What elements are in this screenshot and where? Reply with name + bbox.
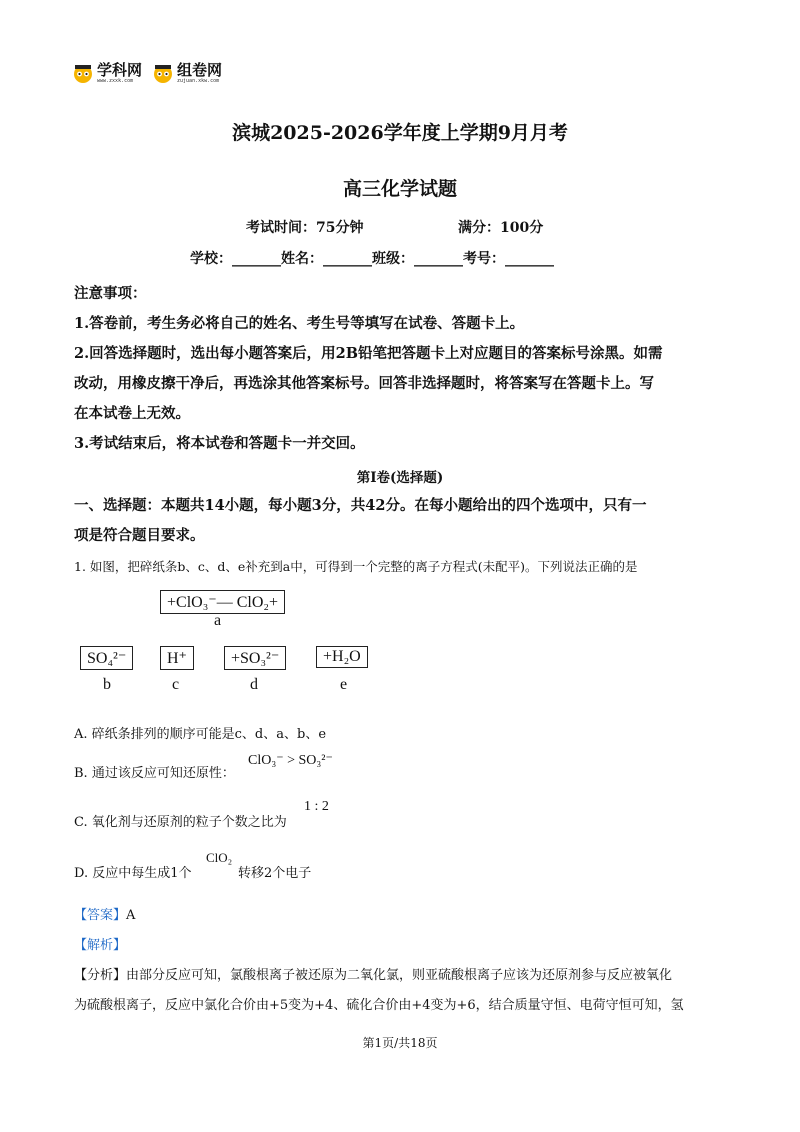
note-1: 1.答卷前，考生务必将自己的姓名、考生号等填写在试卷、答题卡上。 (74, 315, 525, 332)
exam-subject: 高三化学试题 (342, 178, 457, 200)
exam-title: 滨城2025-2026学年度上学期9月月考 (232, 122, 568, 144)
answer-tag: 【答案】 (74, 908, 127, 923)
answer-line (74, 904, 135, 923)
option-d-formula: ClO₂ (206, 850, 233, 865)
option-c: C. 氧化剂与还原剂的粒子个数之比为 (74, 815, 287, 830)
paper-strip-b: SO₄²⁻ (80, 646, 133, 670)
part-title: 第I卷(选择题) (356, 470, 444, 486)
strip-label-c: c (172, 676, 180, 693)
fenxi-text-1: 由部分反应可知，氯酸根离子被还原为二氧化氯，则亚硫酸根离子应该为还原剂参与反应被氧化 (126, 968, 673, 983)
paper-strip-d: +SO₃²⁻ (224, 646, 286, 670)
logo-url: www.zxxk.com (97, 77, 134, 84)
option-b: B. 通过该反应可知还原性： (74, 766, 235, 781)
strip-label-e: e (340, 676, 348, 693)
analysis-tag: 【解析】 (74, 938, 127, 953)
fenxi-tag: 【分析】 (74, 968, 127, 983)
strip-label-b: b (103, 676, 111, 693)
zxxk-logo (72, 62, 142, 84)
paper-strip-a: +ClO₃⁻— ClO₂+ (160, 590, 285, 614)
question-1-stem: 1. 如图，把碎纸条b、c、d、e补充到a中，可得到一个完整的离子方程式(未配平)。下列说法正确的是 (74, 559, 638, 574)
option-d-suffix: 转移2个电子 (238, 866, 312, 881)
logo-url: zujuan.xkw.com (177, 77, 220, 84)
strip-label-d: d (250, 676, 258, 693)
exam-time: 考试时间：75分钟 (246, 220, 364, 236)
option-a: A. 碎纸条排列的顺序可能是c、d、a、b、e (74, 727, 327, 742)
strip-label-a: a (214, 612, 222, 629)
note-3: 3.考试结束后，将本试卷和答题卡一并交回。 (74, 435, 365, 452)
logo-bar (72, 62, 222, 84)
paper-strip-e: +H₂O (316, 646, 368, 668)
logo-name: 学科网 (97, 60, 143, 79)
note-2-line-3: 在本试卷上无效。 (74, 405, 190, 422)
owl-face-icon (152, 62, 174, 84)
exam-score: 满分：100分 (458, 220, 544, 236)
owl-face-icon (72, 62, 94, 84)
student-fields: 学校：_______姓名：_______班级：_______考号：_______ (190, 251, 554, 267)
paper-strip-c: H⁺ (160, 646, 194, 670)
fenxi-line-2: 为硫酸根离子，反应中氯化合价由+5变为+4、硫化合价由+4变为+6，结合质量守恒、电荷守恒可知，氢 (74, 998, 684, 1013)
note-2-line-1: 2.回答选择题时，选出每小题答案后，用2B铅笔把答题卡上对应题目的答案标号涂黑。如需 (74, 345, 663, 362)
option-d-prefix: D. 反应中每生成1个 (74, 866, 192, 881)
fenxi-line-1 (74, 964, 672, 983)
section-intro-line-2: 项是符合题目要求。 (74, 527, 205, 544)
note-2-line-2: 改动，用橡皮擦干净后，再选涂其他答案标号。回答非选择题时，将答案写在答题卡上。写 (74, 375, 654, 392)
answer-value: A (126, 908, 136, 923)
option-c-ratio: 1 : 2 (304, 799, 329, 814)
page-footer: 第1页/共18页 (362, 1036, 438, 1050)
zujuan-logo (152, 62, 222, 84)
section-intro-line-1: 一、选择题：本题共14小题，每小题3分，共42分。在每小题给出的四个选项中，只有一 (74, 497, 647, 514)
logo-name: 组卷网 (177, 60, 223, 79)
notes-heading: 注意事项： (74, 285, 147, 302)
option-b-formula: ClO₃⁻ > SO₃²⁻ (248, 753, 333, 768)
